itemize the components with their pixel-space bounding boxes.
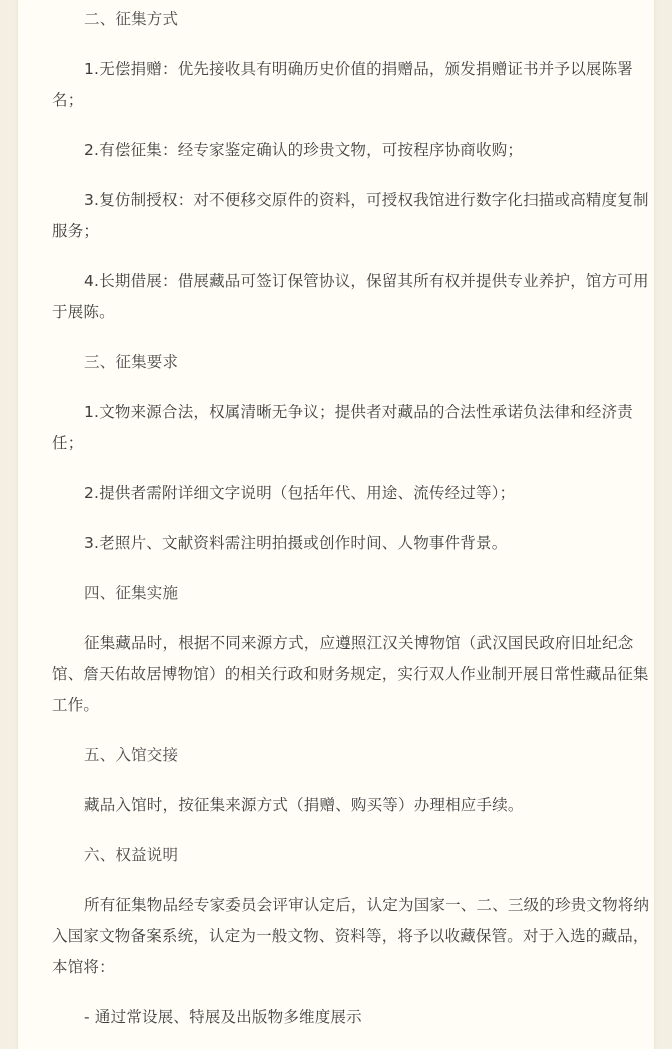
paragraph-photo-annotation: 3.老照片、文献资料需注明拍摄或创作时间、人物事件背景。	[84, 534, 508, 552]
bullet-item-display: - 通过常设展、特展及出版物多维度展示	[84, 1008, 362, 1026]
paragraph-replica-authorization: 3.复仿制授权：对不便移交原件的资料，可授权我馆进行数字化扫描或高精度复制服务；	[52, 191, 649, 240]
section-heading-implementation: 四、征集实施	[84, 584, 179, 602]
section-heading-rights: 六、权益说明	[84, 846, 179, 864]
paragraph-paid-collection: 2.有偿征集：经专家鉴定确认的珍贵文物，可按程序协商收购；	[84, 141, 524, 159]
paragraph-rights: 所有征集物品经专家委员会评审认定后，认定为国家一、二、三级的珍贵文物将纳入国家文物备案系统，认定为一般文物、资料等，将予以收藏保管。对于入选的藏品，本馆将：	[52, 896, 650, 976]
section-heading-methods: 二、征集方式	[84, 10, 179, 28]
paragraph-description-required: 2.提供者需附详细文字说明（包括年代、用途、流传经过等）；	[84, 484, 516, 502]
article-body	[52, 4, 654, 1049]
section-heading-requirements: 三、征集要求	[84, 353, 179, 371]
article-sheet	[18, 0, 654, 1049]
paragraph-implementation: 征集藏品时，根据不同来源方式，应遵照江汉关博物馆（武汉国民政府旧址纪念馆、詹天佑故居博物馆）的相关行政和财务规定，实行双人作业制开展日常性藏品征集工作。	[52, 634, 649, 714]
paragraph-free-donation: 1.无偿捐赠：优先接收具有明确历史价值的捐赠品，颁发捐赠证书并予以展陈署名；	[52, 60, 633, 109]
paragraph-handover: 藏品入馆时，按征集来源方式（捐赠、购买等）办理相应手续。	[84, 796, 524, 814]
paragraph-legal-source: 1.文物来源合法，权属清晰无争议；提供者对藏品的合法性承诺负法律和经济责任；	[52, 403, 633, 452]
section-heading-handover: 五、入馆交接	[84, 746, 179, 764]
paragraph-long-term-loan: 4.长期借展：借展藏品可签订保管协议，保留其所有权并提供专业养护，馆方可用于展陈。	[52, 272, 649, 321]
